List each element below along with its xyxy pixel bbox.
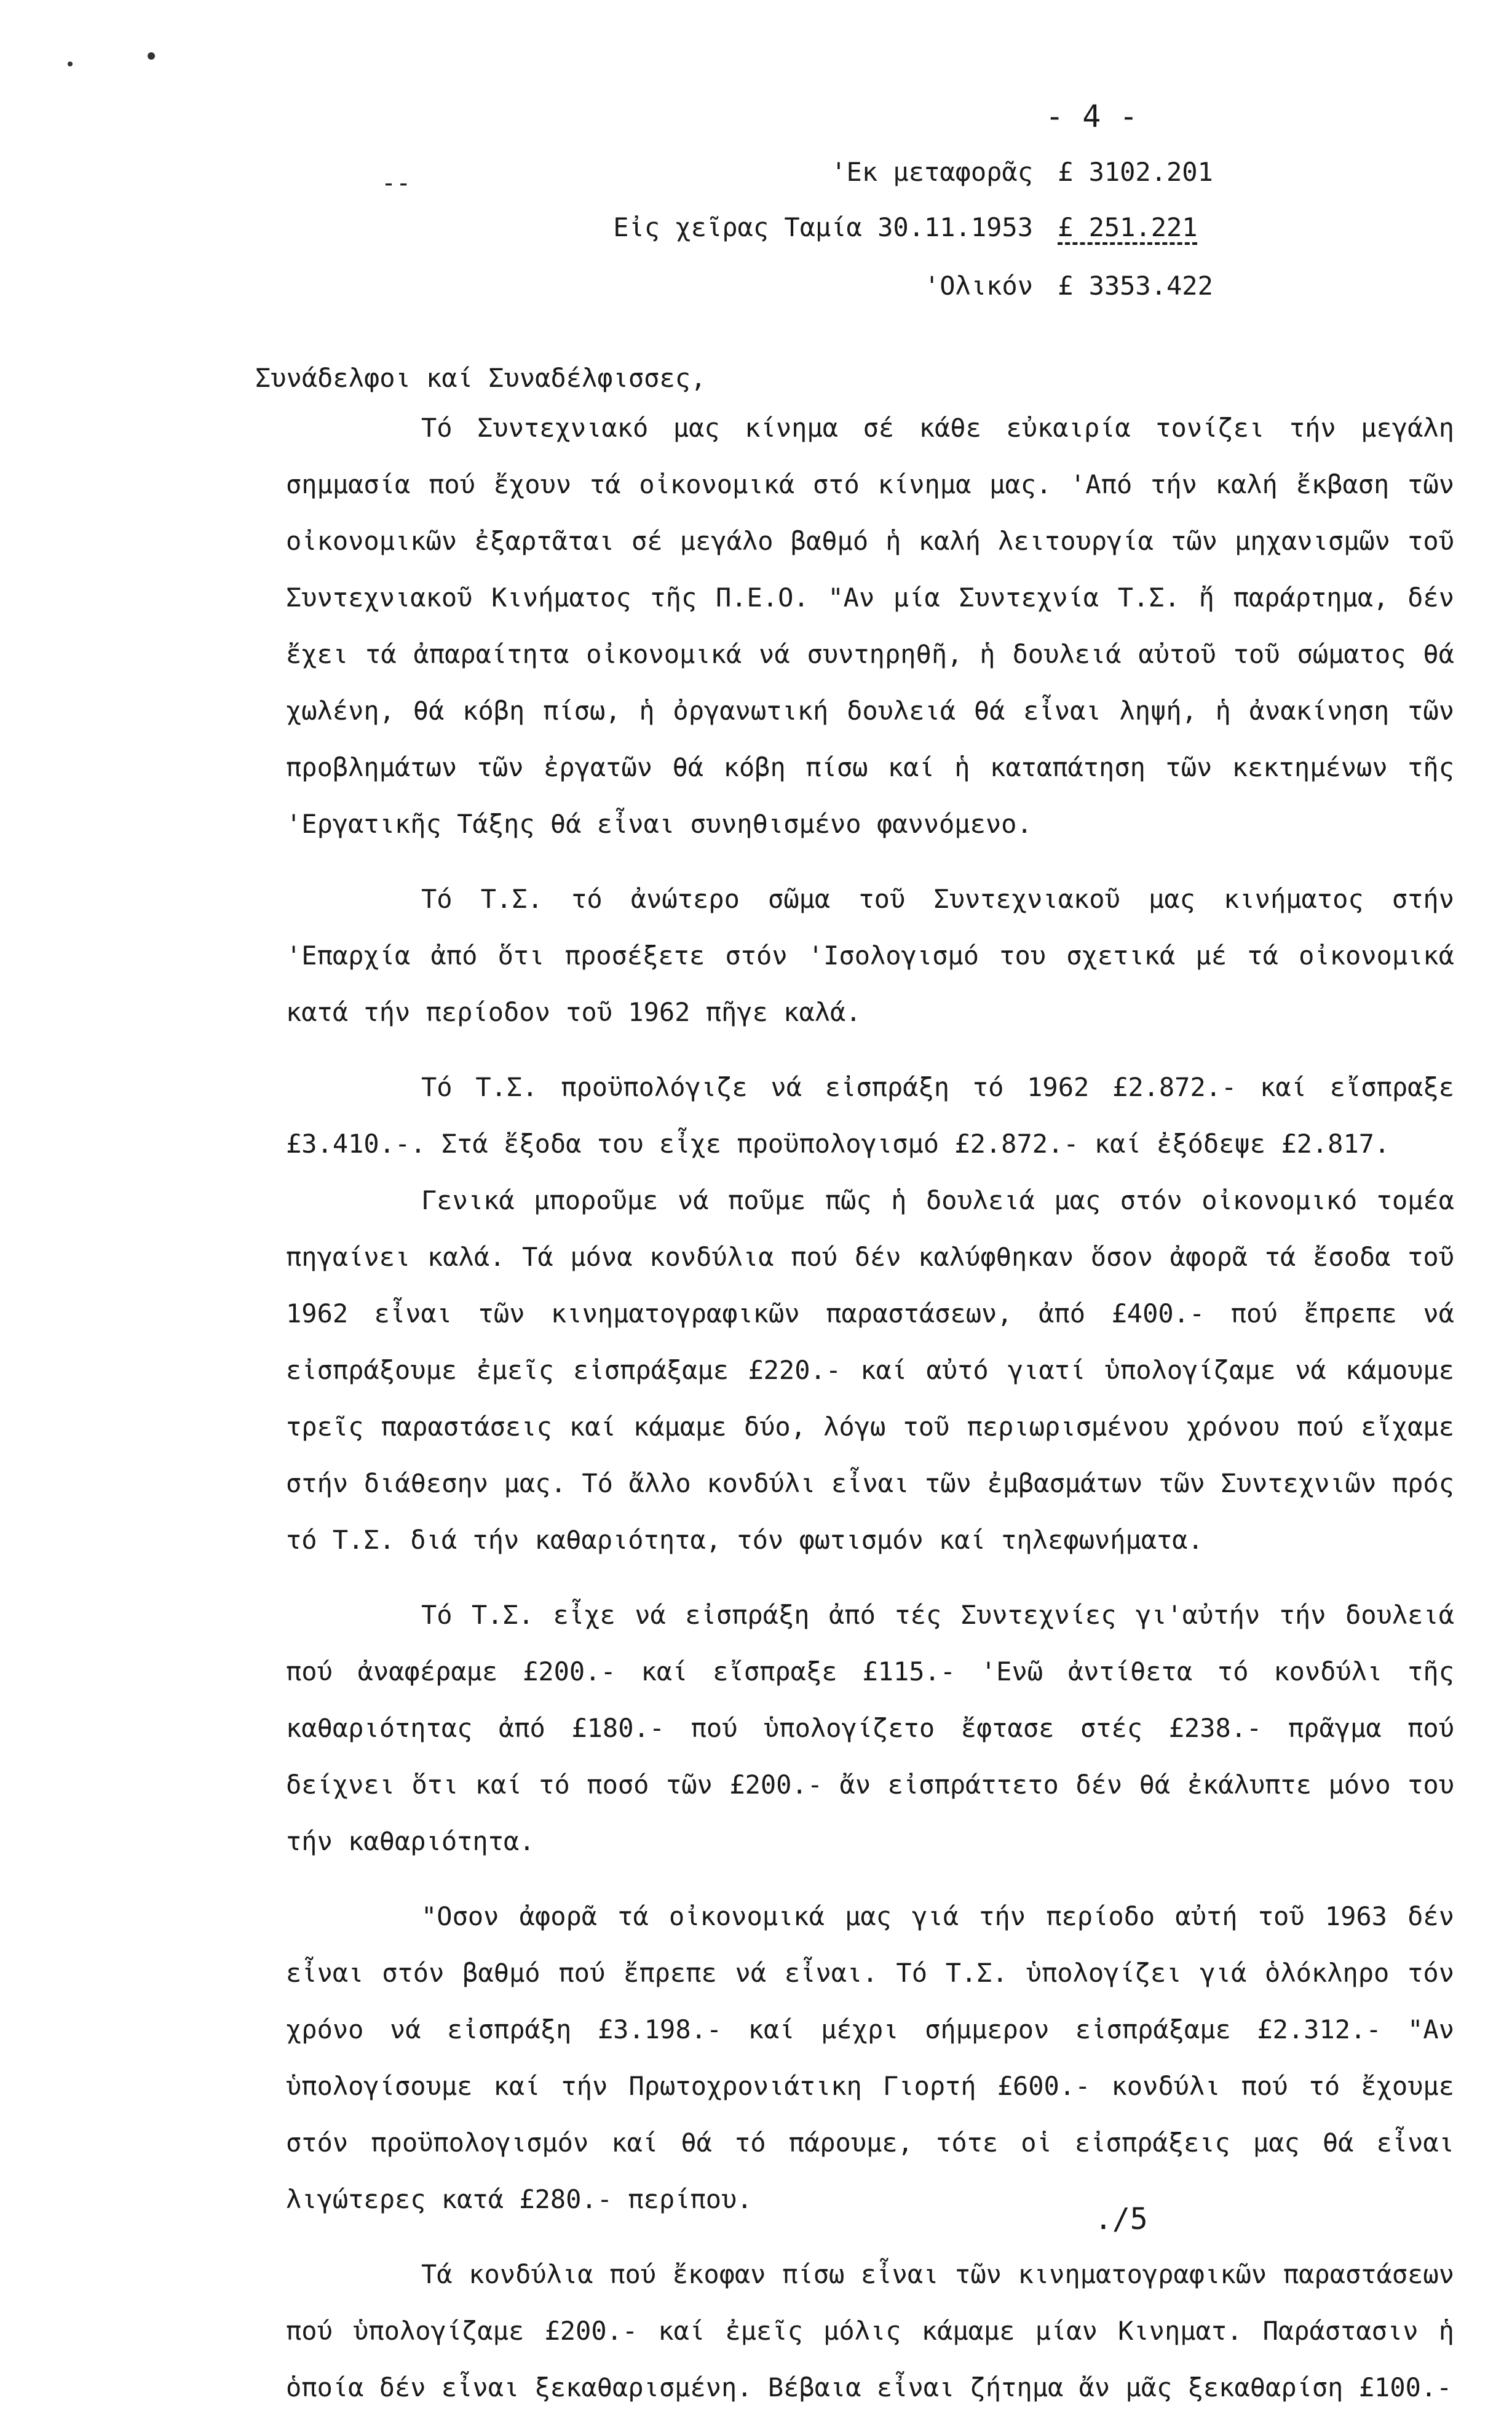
- account-label: Εἰς χεῖρας Ταμία 30.11.1953: [613, 212, 1033, 242]
- scan-speck: [148, 52, 155, 60]
- account-label: 'Ολικόν: [924, 271, 1033, 301]
- page-number: - 4 -: [1045, 98, 1138, 134]
- account-amount: £ 3102.201: [1058, 157, 1213, 187]
- continuation-marker: ./5: [1094, 2202, 1148, 2236]
- account-label: 'Εκ μεταφορᾶς: [831, 157, 1033, 187]
- body-text: [286, 400, 1454, 2416]
- paragraph: Τό Τ.Σ. προϋπολόγιζε νά εἰσπράξη τό 1962 £2.872.- καί εἴσπραξε £3.410.-. Στά ἔξοδα του εἶχε προϋπολογισμό £2.872.- καί ἐξόδεψε £2.817.: [286, 1072, 1454, 1159]
- scan-speck: [68, 62, 73, 66]
- paragraph: Τό Συντεχνιακό μας κίνημα σέ κάθε εὐκαιρία τονίζει τήν μεγάλη σημμασία πού ἔχουν τά οἰκονομικά στό κίνημα μας. 'Από τήν καλή ἔκβαση τῶν οἰκονομικῶν ἐξαρτᾶται σέ μεγάλο βαθμό ἡ καλή λειτουργία τῶν μηχανισμῶν τοῦ Συντεχνιακοῦ Κινήματος τῆς Π.Ε.Ο. "Αν μία Συντεχνία Τ.Σ. ἤ παράρτημα, δέν ἔχει τά ἀπαραίτητα οἰκονομικά νά συντηρηθῆ, ἡ δουλειά αὐτοῦ τοῦ σώματος θά χωλένη, θά κόβη πίσω, ἡ ὀργανωτική δουλειά θά εἶναι ληψή, ἡ ἀνακίνηση τῶν προβλημάτων τῶν ἐργατῶν θά κόβη πίσω καί ἡ καταπάτηση τῶν κεκτημένων τῆς 'Εργατικῆς Τάξης θά εἶναι συνηθισμένο φαννόμενο.: [286, 413, 1454, 839]
- paragraph: "Οσον ἀφορᾶ τά οἰκονομικά μας γιά τήν περίοδο αὐτή τοῦ 1963 δέν εἶναι στόν βαθμό πού ἔπρεπε νά εἶναι. Τό Τ.Σ. ὑπολογίζει γιά ὁλόκληρο τόν χρόνο νά εἰσπράξη £3.198.- καί μέχρι σήμμερον εἰσπράξαμε £2.312.- "Αν ὑπολογίσουμε καί τήν Πρωτοχρονιάτικη Γιορτή £600.- κονδύλι πού τό ἔχουμε στόν προϋπολογισμόν καί θά τό πάρουμε, τότε οἱ εἰσπράξεις μας θά εἶναι λιγώτερες κατά £280.- περίπου.: [286, 1901, 1454, 2214]
- paragraph: Τό Τ.Σ. τό ἀνώτερο σῶμα τοῦ Συντεχνιακοῦ μας κινήματος στήν 'Επαρχία ἀπό ὅτι προσέξετε στόν 'Ισολογισμό του σχετικά μέ τά οἰκονομικά κατά τήν περίοδον τοῦ 1962 πῆγε καλά.: [286, 884, 1454, 1027]
- account-amount: £ 251.221: [1058, 212, 1198, 242]
- paragraph: Τά κονδύλια πού ἔκοφαν πίσω εἶναι τῶν κινηματογραφικῶν παραστάσεων πού ὑπολογίζαμε £200.- καί ἐμεῖς μόλις κάμαμε μίαν Κινηματ. Παράστασιν ἡ ὁποία δέν εἶναι ξεκαθαρισμένη. Βέβαια εἶναι ζήτημα ἄν μᾶς ξεκαθαρίση £100.-: [286, 2259, 1454, 2402]
- top-dash-mark: --: [381, 169, 411, 197]
- account-amount: £ 3353.422: [1058, 271, 1213, 301]
- paragraph: Τό Τ.Σ. εἶχε νά εἰσπράξη ἀπό τές Συντεχνίες γι'αὐτήν τήν δουλειά πού ἀναφέραμε £200.- καί εἴσπραξε £115.- 'Ενῶ ἀντίθετα τό κονδύλι τῆς καθαριότητας ἀπό £180.- πού ὑπολογίζετο ἔφτασε στές £238.- πρᾶγμα πού δείχνει ὅτι καί τό ποσό τῶν £200.- ἄν εἰσπράττετο δέν θά ἐκάλυπτε μόνο του τήν καθαριότητα.: [286, 1600, 1454, 1856]
- paragraph: Γενικά μποροῦμε νά ποῦμε πῶς ἡ δουλειά μας στόν οἰκονομικό τομέα πηγαίνει καλά. Τά μόνα κονδύλια πού δέν καλύφθηκαν ὅσον ἀφορᾶ τά ἔσοδα τοῦ 1962 εἶναι τῶν κινηματογραφικῶν παραστάσεων, ἀπό £400.- πού ἔπρεπε νά εἰσπράξουμε ἐμεῖς εἰσπράξαμε £220.- καί αὐτό γιατί ὑπολογίζαμε νά κάμουμε τρεῖς παραστάσεις καί κάμαμε δύο, λόγω τοῦ περιωρισμένου χρόνου πού εἴχαμε στήν διάθεσην μας. Τό ἄλλο κονδύλι εἶναι τῶν ἐμβασμάτων τῶν Συντεχνιῶν πρός τό Τ.Σ. διά τήν καθαριότητα, τόν φωτισμόν καί τηλεφωνήματα.: [286, 1185, 1454, 1555]
- salutation: Συνάδελφοι καί Συναδέλφισσες,: [255, 363, 707, 393]
